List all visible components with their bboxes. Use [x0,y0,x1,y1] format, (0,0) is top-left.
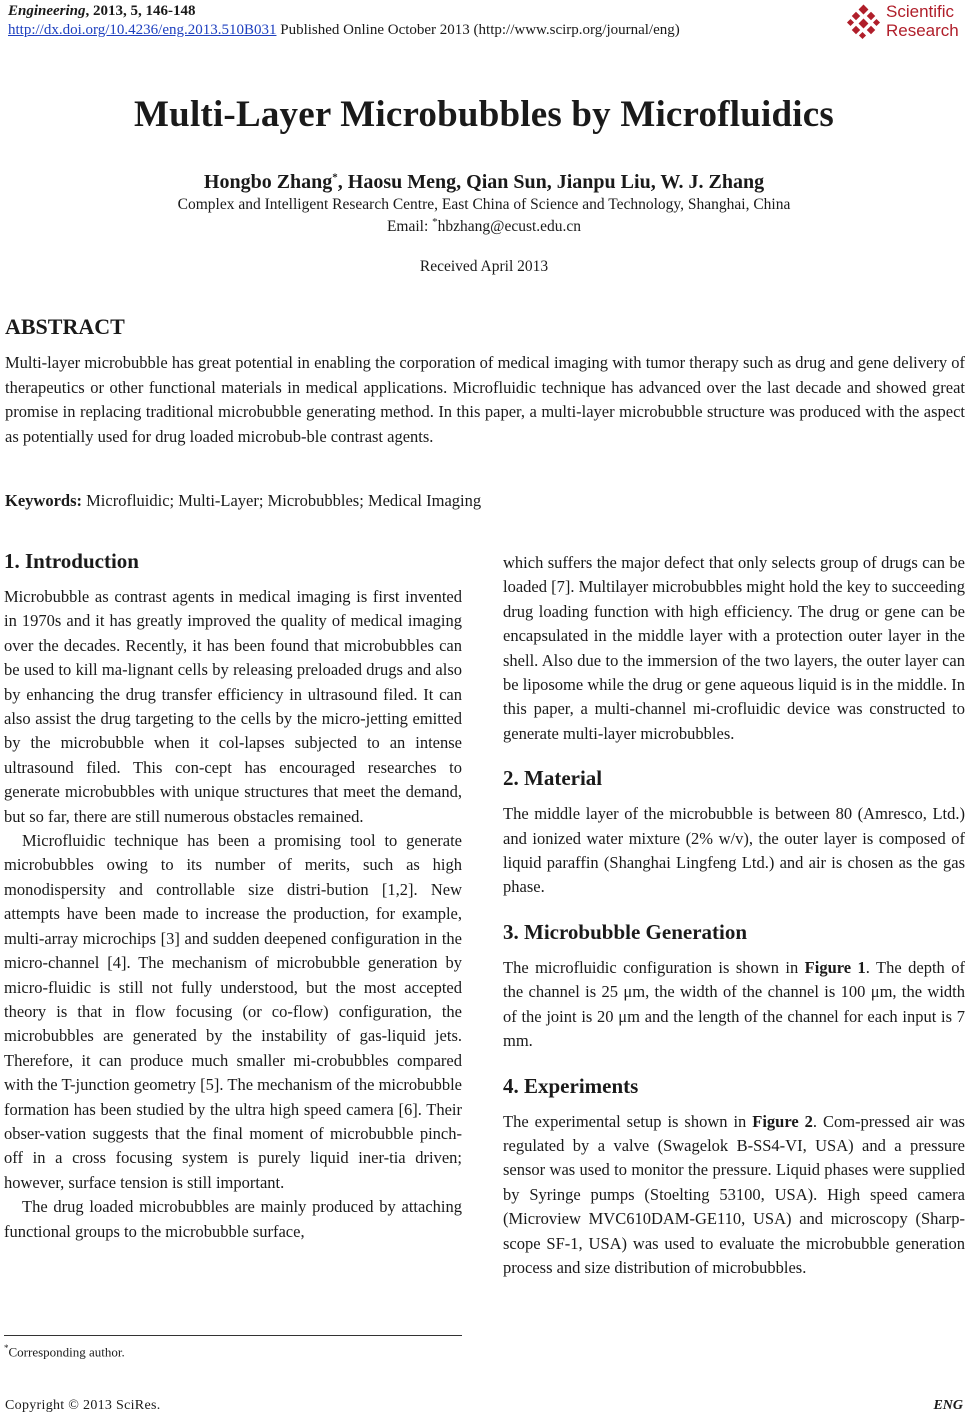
footnote [4,1343,125,1360]
author-list [0,171,968,194]
keywords-text: Microfluidic; Multi-Layer; Microbubbles; Medical Imaging [82,491,482,510]
first-author: Hongbo Zhang [203,171,333,193]
affiliation: Complex and Intelligent Research Centre, East China of Science and Technology, Shanghai, China [177,196,791,213]
section-3-text [503,956,965,1054]
publisher-logo [846,2,966,42]
section-2-text: The middle layer of the microbubble is between 80 (Amresco, Ltd.) and ionized water mixture (2% w/v), the outer layer is composed of liquid paraffin (Shanghai Lingfeng Ltd.) and air is chosen as the gas phase. [503,804,965,897]
right-column [503,551,965,1280]
section-3-text-start: The microfluidic configuration is shown in [503,957,805,977]
abstract-body: Multi-layer microbubble has great potential in enabling the corporation of medical imaging with tumor therapy such as drug and gene delivery of therapeutics or other functional materials in medical applications. Microfluidic technique has advanced over the last decade and showed great promise in replacing traditional microbubble generating method. In this paper, a multi-layer microbubble structure was produced with the aspect as potentially used for drug loaded microbub-ble contrast agents. [5,353,965,446]
section-4-text [503,1110,965,1281]
intro-paragraph-2: Microfluidic technique has been a promising tool to generate microbubbles owing to its number of merits, such as high monodispersity and controllable size distri-bution [1,2]. New attempts have been made to increase the production, for example, multi-array microchips [3] and sudden deepened configuration in the micro-channel [4]. The mechanism of microbubble generation by micro-fluidic is still not fully understood, but the most accepted theory is that in flow focusing (or co-flow) configuration, the microbubbles are generated by the instability of gas-liquid jets. Therefore, it can produce much smaller mi-crobubbles compared with the T-junction geometry [5]. The mechanism of the microbubble formation has been studied by the ultra high speed camera [6]. Their obser-vation suggests that the final moment of microbubble pinch-off in a cross focusing system is purely liquid iner-tia driven; however, surface tension is still important. [4,831,462,1192]
section-3-heading: 3. Microbubble Generation [503,919,748,944]
published-note: Published Online October 2013 (http://www.scirp.org/journal/eng) [276,22,680,38]
journal-citation [8,2,680,21]
copyright: Copyright © 2013 SciRes. [5,1398,161,1413]
logo-wordmark [886,2,959,40]
scirp-logo-icon [846,4,882,40]
intro-paragraph-3: The drug loaded microbubbles are mainly produced by attaching functional groups to the microbubble surface, [4,1197,462,1241]
abstract-heading: ABSTRACT [5,314,125,339]
other-authors: , Haosu Meng, Qian Sun, Jianpu Liu, W. J. Zhang [337,171,765,193]
left-column [4,548,462,1244]
logo-line-1: Scientific [886,2,955,21]
intro-paragraph-1: Microbubble as contrast agents in medical imaging is first invented in 1970s and it has greatly improved the quality of medical imaging over the decades. Recently, it has been found that microbubbles can be used to kill ma-lignant cells by releasing preloaded drugs and also by enhancing the drug transfer efficiency in ultrasound filed. It can also assist the drug targeting to the cells by the micro-jetting emitted by the microbubble when it col-lapses subjected to an intense ultrasound filed. This con-cept has encouraged researches to generate microbubbles with unique structures that meet the demand, but so far, there are still numerous obstacles remained. [4,587,462,826]
paper-title: Multi-Layer Microbubbles by Microfluidics [134,94,834,135]
figure-1-ref[interactable]: Figure 1 [804,957,866,977]
doi-link[interactable]: http://dx.doi.org/10.4236/eng.2013.510B031 [8,22,277,38]
section-4-text-end: . Com-pressed air was regulated by a valve (Swagelok B-SS4-VI, USA) and a pressure sensor was used to monitor the pressure. Liquid phases were supplied by Syringe pumps (Stoelting 53100, USA). High speed camera (Microview MVC610DAM-GE110, USA) and microscopy (Sharp-scope SF-1, USA) was used to evaluate the microbubble generation process and size distribution of microbubbles. [503,1111,965,1277]
email-mark: * [432,216,438,228]
doi-line [8,21,680,40]
journal-name: Engineering [8,3,86,19]
journal-abbreviation: ENG [933,1398,963,1413]
running-header [8,2,680,40]
figure-2-ref[interactable]: Figure 2 [752,1111,813,1131]
section-4-heading: 4. Experiments [503,1073,639,1098]
intro-continuation: which suffers the major defect that only selects group of drugs can be loaded [7]. Multilayer microbubbles might hold the key to succeeding drug loading function with high efficiency. The drug or gene can be encapsulated in the middle layer with a protection outer layer in the shell. Also due to the immersion of the two layers, the outer layer can be liposome while the drug or gene aqueous liquid is in the middle. In this paper, a multi-channel mi-crofluidic device was constructed to generate multi-layer microbubbles. [503,553,965,743]
email-line [0,216,968,236]
volume-pages: , 2013, 5, 146-148 [85,3,196,19]
footnote-text: Corresponding author. [8,1344,125,1360]
section-2-heading: 2. Material [503,766,603,791]
logo-line-2: Research [886,21,959,40]
footnote-mark: * [4,1343,9,1353]
keywords-label: Keywords: [5,491,82,510]
corresponding-mark: * [332,171,338,184]
keywords-line [5,491,481,511]
email-address: hbzhang@ecust.edu.cn [437,218,582,236]
footnote-divider [4,1335,462,1336]
email-label: Email: [386,218,433,236]
section-4-text-start: The experimental setup is shown in [503,1111,753,1131]
received-date: Received April 2013 [419,258,549,275]
section-1-heading: 1. Introduction [4,549,139,573]
section-3-text-end: . The depth of the channel is 25 μm, the width of the channel is 100 μm, the width of the joint is 20 μm and the length of the channel for each input is 7 mm. [503,957,965,1051]
